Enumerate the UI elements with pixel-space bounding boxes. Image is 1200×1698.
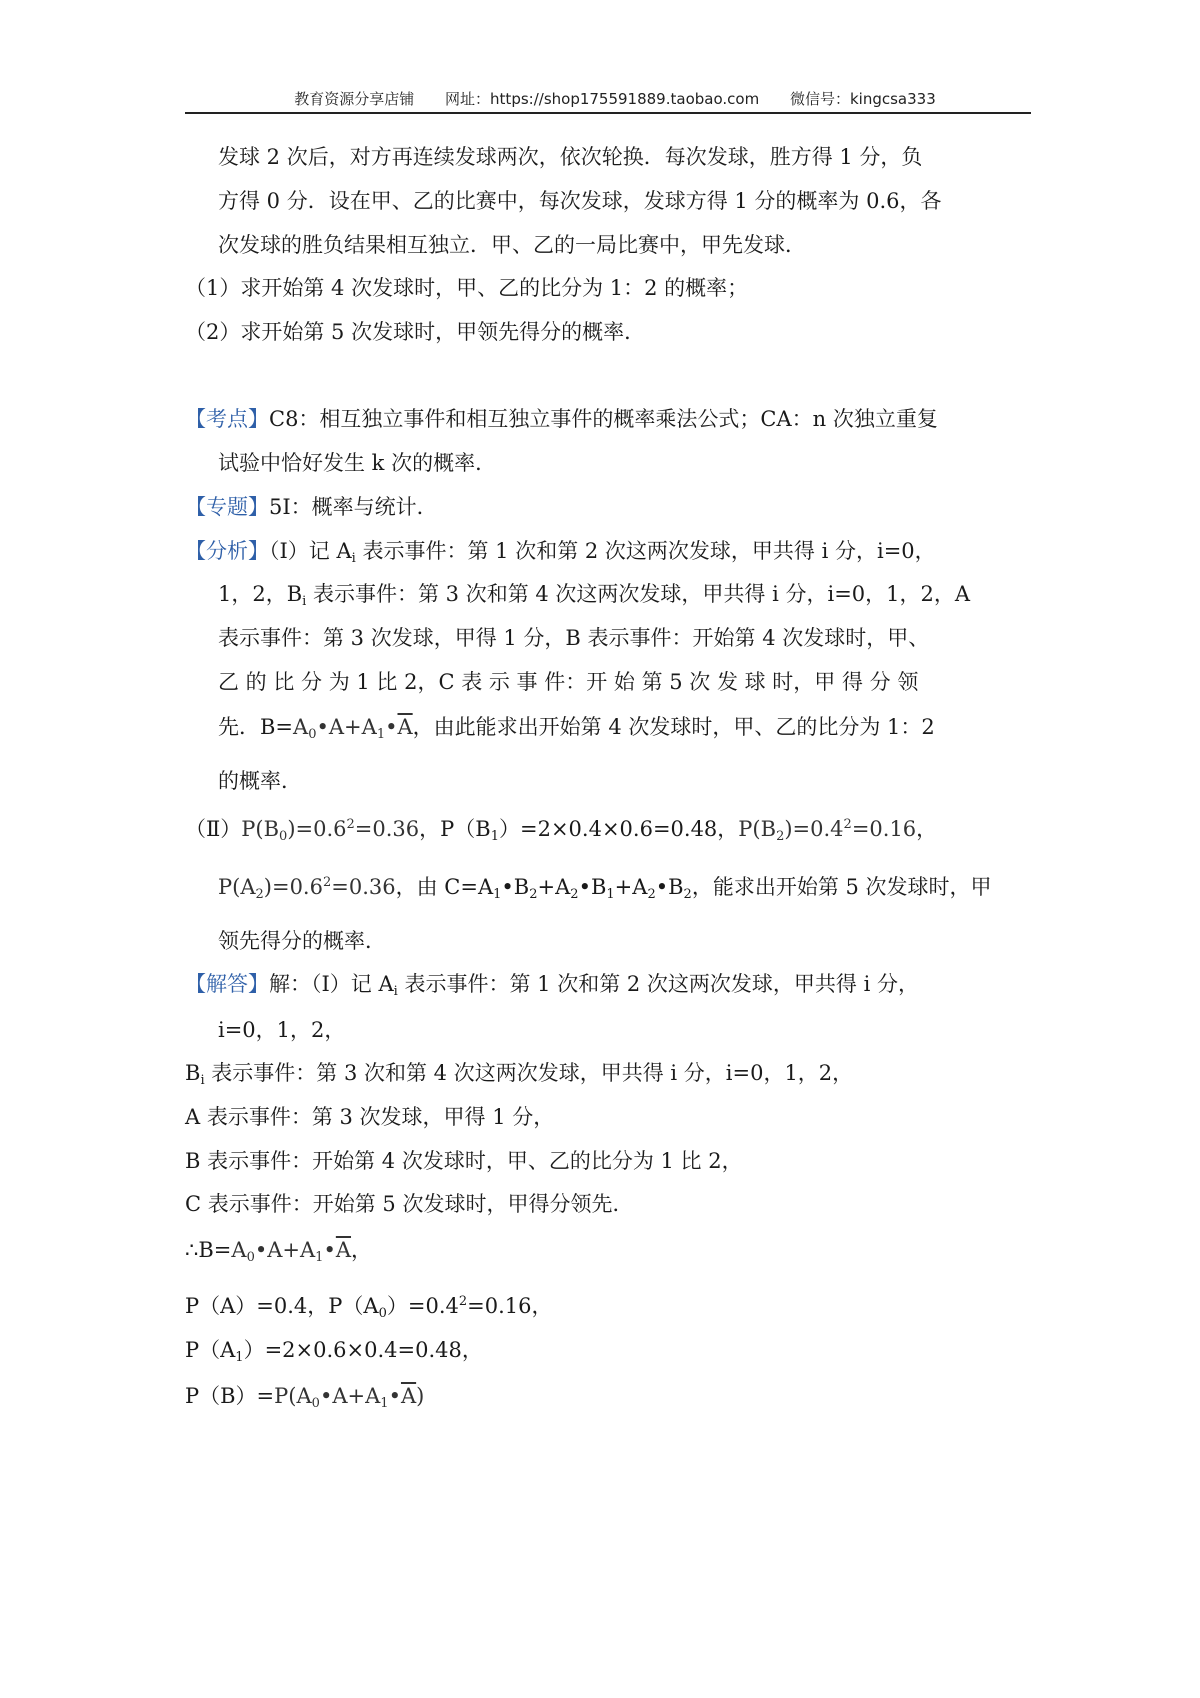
formula-b-2: $A_0•A+A_1•\overline{A}$ xyxy=(231,1238,352,1265)
formula-pb2: $P(B_2)=0.4^2=0.16$ xyxy=(738,817,917,844)
jieda-line: i=0，1，2， xyxy=(218,1018,346,1042)
wechat-id: 微信号：kingcsa333 xyxy=(789,90,936,108)
problem-line: 发球 2 次后，对方再连续发球两次，依次轮换．每次发球，胜方得 1 分，负 xyxy=(218,145,923,169)
formula-pb: $P(A_0•A+A_1•\overline{A})$ xyxy=(274,1384,425,1411)
fenxi-line: $(Ⅱ)P(B_0)=0.6^2=0.36$，$P(B_1)=2\times 0.4\times 0.6=0.48$，$P(B_2)=0.4^2=0.16$， xyxy=(185,817,938,844)
formula-pa2: $P(A_2)=0.6^2=0.36$ xyxy=(218,875,396,902)
formula-b: $A_0•A+A_1•\overline{A}$ xyxy=(293,715,413,742)
fenxi-line: 乙 的 比 分 为 1 比 2，C 表 示 事 件：开 始 第 5 次 发 球 时，甲 得 分 领 xyxy=(218,670,919,694)
kaodian-line: 试验中恰好发生 k 次的概率． xyxy=(218,451,497,475)
shop-url: 网址：https://shop175591889.taobao.com xyxy=(445,90,760,108)
zhuanti-line: 【专题】5I：概率与统计． xyxy=(185,495,438,519)
jieda-line: 【解答】解：（Ⅰ）记 $A_i$ 表示事件：第 1 次和第 2 次这两次发球，甲共得 i 分， xyxy=(185,972,919,999)
header-rule xyxy=(185,112,1031,114)
fenxi-line: 先．$B=A_0•A+A_1•\overline{A}$，由此能求出开始第 4 次发球时，甲、乙的比分为 1：2 xyxy=(218,715,935,742)
question-1: （1）求开始第 4 次发球时，甲、乙的比分为 1：2 的概率； xyxy=(185,276,749,300)
jieda-line: $P(A_1)=2\times 0.6\times 0.4=0.48$， xyxy=(185,1338,483,1365)
fenxi-line: 的概率． xyxy=(218,769,302,793)
problem-line: 次发球的胜负结果相互独立．甲、乙的一局比赛中，甲先发球． xyxy=(218,233,806,257)
formula-pb0: $P(B_0)=0.6^2=0.36$ xyxy=(241,817,420,844)
jieda-tag: 【解答】 xyxy=(185,972,269,996)
jieda-line: B 表示事件：开始第 4 次发球时，甲、乙的比分为 1 比 2， xyxy=(185,1149,743,1173)
kaodian-tag: 【考点】 xyxy=(185,407,269,431)
fenxi-line: 领先得分的概率． xyxy=(218,929,386,953)
jieda-line: C 表示事件：开始第 5 次发球时，甲得分领先． xyxy=(185,1192,634,1216)
fenxi-line: $P(A_2)=0.6^2=0.36$，由 $C=A_1•B_2+A_2•B_1+A_2•B_2$，能求出开始第 5 次发球时，甲 xyxy=(218,875,992,902)
jieda-line: $B_i$ 表示事件：第 3 次和第 4 次这两次发球，甲共得 i 分，i=0，1，2， xyxy=(185,1061,854,1088)
jieda-line: $P(B)=P(A_0•A+A_1•\overline{A})$ xyxy=(185,1384,425,1411)
page-header xyxy=(200,88,1030,109)
fenxi-line: 【分析】（Ⅰ）记 $A_i$ 表示事件：第 1 次和第 2 次这两次发球，甲共得 i 分，i=0， xyxy=(185,539,936,566)
jieda-line: $\therefore B=A_0•A+A_1•\overline{A}$， xyxy=(185,1238,373,1265)
shop-name: 教育资源分享店铺 xyxy=(294,90,415,108)
problem-line: 方得 0 分．设在甲、乙的比赛中，每次发球，发球方得 1 分的概率为 0.6，各 xyxy=(218,189,942,213)
jieda-line: P（A）=0.4，$P(A_0)=0.4^2=0.16$， xyxy=(185,1294,553,1321)
kaodian-line: 【考点】C8：相互独立事件和相互独立事件的概率乘法公式；CA：n 次独立重复 xyxy=(185,407,938,431)
question-2: （2）求开始第 5 次发球时，甲领先得分的概率． xyxy=(185,320,646,344)
fenxi-tag: 【分析】 xyxy=(185,539,269,563)
jieda-line: A 表示事件：第 3 次发球，甲得 1 分， xyxy=(185,1105,555,1129)
zhuanti-tag: 【专题】 xyxy=(185,495,269,519)
fenxi-line: 1，2，$B_i$ 表示事件：第 3 次和第 4 次这两次发球，甲共得 i 分，i=0，1，2，A xyxy=(218,582,971,609)
fenxi-line: 表示事件：第 3 次发球，甲得 1 分，B 表示事件：开始第 4 次发球时，甲、 xyxy=(218,626,930,650)
